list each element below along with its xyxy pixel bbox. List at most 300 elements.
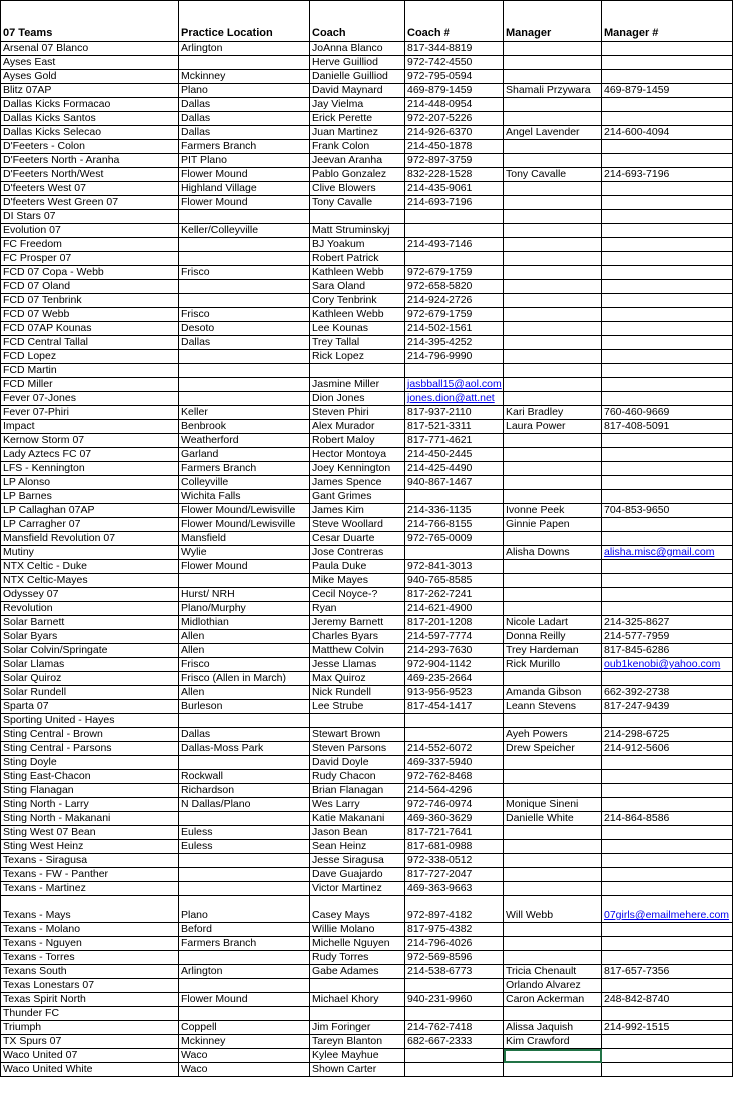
cell-coach[interactable]: Stewart Brown — [310, 728, 405, 742]
cell-team[interactable]: Solar Quiroz — [1, 672, 179, 686]
cell-team[interactable]: Sting North - Larry — [1, 798, 179, 812]
header-cell-teams[interactable]: 07 Teams — [1, 1, 179, 42]
cell-coach[interactable]: Michael Khory — [310, 993, 405, 1007]
cell-manager[interactable]: Nicole Ladart — [504, 616, 602, 630]
cell-team[interactable]: Kernow Storm 07 — [1, 434, 179, 448]
cell-practice-location[interactable]: Desoto — [179, 322, 310, 336]
cell-practice-location[interactable]: Richardson — [179, 784, 310, 798]
cell-coach[interactable]: Mike Mayes — [310, 574, 405, 588]
cell-coach-number[interactable]: 469-363-9663 — [405, 882, 504, 896]
cell-team[interactable]: Solar Colvin/Springate — [1, 644, 179, 658]
cell-manager-number[interactable] — [602, 1035, 733, 1049]
cell-coach-number[interactable]: 214-597-7774 — [405, 630, 504, 644]
cell-practice-location[interactable] — [179, 364, 310, 378]
cell-manager[interactable] — [504, 951, 602, 965]
cell-manager-number[interactable] — [602, 532, 733, 546]
cell-coach-number[interactable]: 214-395-4252 — [405, 336, 504, 350]
cell-manager[interactable]: Kari Bradley — [504, 406, 602, 420]
cell-manager[interactable] — [504, 378, 602, 392]
cell-manager[interactable] — [504, 238, 602, 252]
cell-coach-number[interactable]: 940-231-9960 — [405, 993, 504, 1007]
cell-manager[interactable] — [504, 336, 602, 350]
cell-coach[interactable]: Gabe Adames — [310, 965, 405, 979]
cell-team[interactable]: FCD Martin — [1, 364, 179, 378]
cell-team[interactable]: D'Feeters North/West — [1, 168, 179, 182]
cell-coach-number[interactable]: 817-975-4382 — [405, 923, 504, 937]
cell-coach[interactable]: Clive Blowers — [310, 182, 405, 196]
cell-coach[interactable]: Pablo Gonzalez — [310, 168, 405, 182]
cell-manager-number[interactable] — [602, 923, 733, 937]
cell-coach-number[interactable]: 214-336-1135 — [405, 504, 504, 518]
cell-practice-location[interactable]: Coppell — [179, 1021, 310, 1035]
cell-team[interactable]: Solar Byars — [1, 630, 179, 644]
cell-coach[interactable]: Sean Heinz — [310, 840, 405, 854]
cell-coach-number[interactable]: 214-450-2445 — [405, 448, 504, 462]
cell-practice-location[interactable] — [179, 812, 310, 826]
cell-practice-location[interactable]: Allen — [179, 644, 310, 658]
cell-coach[interactable]: Robert Patrick — [310, 252, 405, 266]
cell-coach[interactable]: Kylee Mayhue — [310, 1049, 405, 1063]
cell-manager-number[interactable] — [602, 518, 733, 532]
cell-team[interactable]: Lady Aztecs FC 07 — [1, 448, 179, 462]
cell-team[interactable]: NTX Celtic-Mayes — [1, 574, 179, 588]
cell-coach-number[interactable]: 214-796-4026 — [405, 937, 504, 951]
cell-practice-location[interactable]: Waco — [179, 1049, 310, 1063]
cell-manager-number[interactable]: 662-392-2738 — [602, 686, 733, 700]
cell-coach[interactable]: Trey Tallal — [310, 336, 405, 350]
cell-manager-number[interactable] — [602, 784, 733, 798]
cell-manager-number[interactable] — [602, 378, 733, 392]
cell-team[interactable]: Ayses East — [1, 56, 179, 70]
cell-manager-number[interactable] — [602, 896, 733, 923]
cell-practice-location[interactable] — [179, 294, 310, 308]
cell-manager-number[interactable] — [602, 462, 733, 476]
cell-practice-location[interactable]: Euless — [179, 840, 310, 854]
cell-manager[interactable] — [504, 308, 602, 322]
cell-team[interactable]: Triumph — [1, 1021, 179, 1035]
cell-manager-number[interactable]: 214-577-7959 — [602, 630, 733, 644]
cell-team[interactable]: LP Callaghan 07AP — [1, 504, 179, 518]
cell-team[interactable]: FCD 07 Tenbrink — [1, 294, 179, 308]
cell-coach[interactable] — [310, 1007, 405, 1021]
cell-manager[interactable]: Tricia Chenault — [504, 965, 602, 979]
cell-team[interactable]: Sting Central - Brown — [1, 728, 179, 742]
cell-team[interactable]: Blitz 07AP — [1, 84, 179, 98]
cell-team[interactable]: Arsenal 07 Blanco — [1, 42, 179, 56]
cell-coach-number[interactable]: 214-538-6773 — [405, 965, 504, 979]
cell-manager-number[interactable]: 214-298-6725 — [602, 728, 733, 742]
cell-manager-number[interactable] — [602, 182, 733, 196]
cell-coach[interactable]: Willie Molano — [310, 923, 405, 937]
cell-manager[interactable] — [504, 210, 602, 224]
cell-team[interactable]: LP Carragher 07 — [1, 518, 179, 532]
cell-manager[interactable] — [504, 224, 602, 238]
cell-coach-number[interactable]: 972-841-3013 — [405, 560, 504, 574]
cell-manager[interactable]: Angel Lavender — [504, 126, 602, 140]
cell-team[interactable]: FCD Lopez — [1, 350, 179, 364]
cell-coach-number[interactable]: 972-795-0594 — [405, 70, 504, 84]
cell-practice-location[interactable]: Colleyville — [179, 476, 310, 490]
cell-practice-location[interactable]: Allen — [179, 686, 310, 700]
cell-coach[interactable]: Steven Parsons — [310, 742, 405, 756]
cell-coach[interactable]: Erick Perette — [310, 112, 405, 126]
cell-practice-location[interactable] — [179, 756, 310, 770]
cell-manager[interactable] — [504, 1007, 602, 1021]
cell-team[interactable]: Texans - Molano — [1, 923, 179, 937]
cell-coach-number[interactable] — [405, 546, 504, 560]
cell-manager[interactable]: Ivonne Peek — [504, 504, 602, 518]
cell-coach[interactable]: Lee Kounas — [310, 322, 405, 336]
cell-manager-number[interactable] — [602, 756, 733, 770]
cell-team[interactable]: Revolution — [1, 602, 179, 616]
cell-practice-location[interactable]: Wichita Falls — [179, 490, 310, 504]
cell-coach[interactable]: Hector Montoya — [310, 448, 405, 462]
cell-manager[interactable] — [504, 923, 602, 937]
cell-coach[interactable]: Matthew Colvin — [310, 644, 405, 658]
cell-team[interactable]: Texans - FW - Panther — [1, 868, 179, 882]
cell-coach-number[interactable]: 214-762-7418 — [405, 1021, 504, 1035]
cell-coach-number[interactable]: 214-552-6072 — [405, 742, 504, 756]
cell-coach[interactable]: Tareyn Blanton — [310, 1035, 405, 1049]
cell-manager[interactable] — [504, 196, 602, 210]
cell-coach[interactable]: Katie Makanani — [310, 812, 405, 826]
cell-coach-number[interactable]: 214-564-4296 — [405, 784, 504, 798]
cell-practice-location[interactable]: Weatherford — [179, 434, 310, 448]
cell-coach[interactable]: Victor Martinez — [310, 882, 405, 896]
cell-practice-location[interactable]: N Dallas/Plano — [179, 798, 310, 812]
cell-manager[interactable] — [504, 322, 602, 336]
cell-team[interactable]: DI Stars 07 — [1, 210, 179, 224]
cell-coach-number[interactable]: 817-262-7241 — [405, 588, 504, 602]
cell-practice-location[interactable]: Frisco — [179, 308, 310, 322]
cell-team[interactable]: Mutiny — [1, 546, 179, 560]
cell-practice-location[interactable] — [179, 868, 310, 882]
cell-manager-number[interactable]: 817-657-7356 — [602, 965, 733, 979]
cell-coach-number[interactable]: 817-521-3311 — [405, 420, 504, 434]
cell-manager-number[interactable]: 704-853-9650 — [602, 504, 733, 518]
cell-coach[interactable]: Jim Foringer — [310, 1021, 405, 1035]
cell-manager-number[interactable] — [602, 266, 733, 280]
cell-team[interactable]: Texans - Nguyen — [1, 937, 179, 951]
cell-team[interactable]: Texans - Mays — [1, 896, 179, 923]
cell-coach[interactable]: Jason Bean — [310, 826, 405, 840]
cell-coach-number[interactable] — [405, 979, 504, 993]
cell-manager-number[interactable] — [602, 602, 733, 616]
cell-coach-number[interactable]: 817-727-2047 — [405, 868, 504, 882]
cell-coach-number[interactable]: 214-448-0954 — [405, 98, 504, 112]
cell-coach[interactable]: Jeremy Barnett — [310, 616, 405, 630]
cell-manager-number[interactable] — [602, 140, 733, 154]
cell-manager[interactable] — [504, 784, 602, 798]
cell-team[interactable]: Sting Doyle — [1, 756, 179, 770]
cell-team[interactable]: Texans - Torres — [1, 951, 179, 965]
cell-team[interactable]: Texans South — [1, 965, 179, 979]
cell-manager[interactable] — [504, 112, 602, 126]
cell-manager-number[interactable] — [602, 546, 733, 560]
cell-manager-number[interactable] — [602, 252, 733, 266]
cell-manager-number[interactable] — [602, 308, 733, 322]
cell-manager-number[interactable] — [602, 672, 733, 686]
cell-practice-location[interactable]: Garland — [179, 448, 310, 462]
cell-practice-location[interactable]: Keller/Colleyville — [179, 224, 310, 238]
cell-practice-location[interactable]: Arlington — [179, 42, 310, 56]
cell-manager-number[interactable] — [602, 238, 733, 252]
cell-team[interactable]: LP Alonso — [1, 476, 179, 490]
cell-manager[interactable]: Ginnie Papen — [504, 518, 602, 532]
cell-manager[interactable] — [504, 280, 602, 294]
cell-manager-number[interactable]: 248-842-8740 — [602, 993, 733, 1007]
cell-practice-location[interactable] — [179, 1007, 310, 1021]
cell-practice-location[interactable]: Flower Mound — [179, 196, 310, 210]
cell-manager-number[interactable]: 214-864-8586 — [602, 812, 733, 826]
cell-manager[interactable] — [504, 364, 602, 378]
cell-practice-location[interactable] — [179, 882, 310, 896]
cell-manager-number[interactable]: 214-992-1515 — [602, 1021, 733, 1035]
cell-manager-number[interactable] — [602, 574, 733, 588]
cell-coach-number[interactable]: 972-207-5226 — [405, 112, 504, 126]
cell-practice-location[interactable]: PIT Plano — [179, 154, 310, 168]
cell-manager-number[interactable] — [602, 42, 733, 56]
cell-coach[interactable]: Nick Rundell — [310, 686, 405, 700]
cell-coach[interactable]: Rudy Torres — [310, 951, 405, 965]
cell-team[interactable]: D'feeters West Green 07 — [1, 196, 179, 210]
cell-coach[interactable] — [310, 979, 405, 993]
cell-coach-number[interactable]: 832-228-1528 — [405, 168, 504, 182]
cell-practice-location[interactable]: Flower Mound/Lewisville — [179, 504, 310, 518]
cell-manager-number[interactable] — [602, 364, 733, 378]
cell-practice-location[interactable]: Arlington — [179, 965, 310, 979]
cell-manager[interactable] — [504, 294, 602, 308]
cell-coach-number[interactable] — [405, 1063, 504, 1077]
cell-manager[interactable] — [504, 42, 602, 56]
cell-coach[interactable]: Jesse Siragusa — [310, 854, 405, 868]
cell-coach[interactable] — [310, 364, 405, 378]
cell-coach[interactable]: Jeevan Aranha — [310, 154, 405, 168]
cell-manager-number[interactable] — [602, 714, 733, 728]
cell-coach[interactable]: Rick Lopez — [310, 350, 405, 364]
cell-coach[interactable]: Rudy Chacon — [310, 770, 405, 784]
cell-coach-number[interactable]: 972-904-1142 — [405, 658, 504, 672]
cell-coach-number[interactable] — [405, 378, 504, 392]
cell-coach-number[interactable] — [405, 490, 504, 504]
cell-coach[interactable]: Kathleen Webb — [310, 266, 405, 280]
cell-manager-number[interactable]: 214-693-7196 — [602, 168, 733, 182]
cell-coach[interactable]: Gant Grimes — [310, 490, 405, 504]
cell-manager[interactable] — [504, 672, 602, 686]
cell-coach[interactable]: Jose Contreras — [310, 546, 405, 560]
cell-manager[interactable] — [504, 140, 602, 154]
cell-coach-number[interactable] — [405, 252, 504, 266]
cell-coach-number[interactable]: 972-679-1759 — [405, 266, 504, 280]
cell-manager[interactable]: Monique Sineni — [504, 798, 602, 812]
cell-manager-number[interactable] — [602, 98, 733, 112]
cell-team[interactable]: Sting West 07 Bean — [1, 826, 179, 840]
cell-manager[interactable]: Orlando Alvarez — [504, 979, 602, 993]
cell-practice-location[interactable]: Waco — [179, 1063, 310, 1077]
cell-coach-number[interactable]: 972-762-8468 — [405, 770, 504, 784]
cell-coach-number[interactable]: 214-924-2726 — [405, 294, 504, 308]
cell-practice-location[interactable] — [179, 252, 310, 266]
cell-coach[interactable]: Jesse Llamas — [310, 658, 405, 672]
cell-manager-number[interactable] — [602, 798, 733, 812]
cell-manager-number[interactable]: 469-879-1459 — [602, 84, 733, 98]
cell-coach[interactable]: James Spence — [310, 476, 405, 490]
cell-practice-location[interactable]: Euless — [179, 826, 310, 840]
header-cell-practice-location[interactable]: Practice Location — [179, 1, 310, 42]
cell-coach-number[interactable] — [405, 392, 504, 406]
cell-manager-number[interactable] — [602, 826, 733, 840]
cell-manager[interactable] — [504, 1063, 602, 1077]
cell-practice-location[interactable] — [179, 210, 310, 224]
cell-manager[interactable] — [504, 70, 602, 84]
cell-manager[interactable] — [504, 476, 602, 490]
cell-coach-number[interactable]: 972-765-0009 — [405, 532, 504, 546]
cell-coach[interactable]: Herve Guilliod — [310, 56, 405, 70]
cell-coach-number[interactable]: 214-796-9990 — [405, 350, 504, 364]
cell-team[interactable]: Sting Flanagan — [1, 784, 179, 798]
cell-coach[interactable]: David Maynard — [310, 84, 405, 98]
cell-coach-number[interactable] — [405, 210, 504, 224]
cell-practice-location[interactable] — [179, 238, 310, 252]
cell-coach-number[interactable]: 214-293-7630 — [405, 644, 504, 658]
cell-practice-location[interactable]: Dallas — [179, 126, 310, 140]
cell-manager[interactable] — [504, 392, 602, 406]
cell-coach[interactable]: Dion Jones — [310, 392, 405, 406]
cell-coach-number[interactable]: 817-344-8819 — [405, 42, 504, 56]
cell-manager[interactable]: Trey Hardeman — [504, 644, 602, 658]
cell-manager[interactable] — [504, 602, 602, 616]
cell-team[interactable]: Solar Rundell — [1, 686, 179, 700]
email-link[interactable]: jasbball15@aol.com — [407, 378, 502, 390]
cell-team[interactable]: FCD 07 Webb — [1, 308, 179, 322]
cell-practice-location[interactable]: Dallas — [179, 112, 310, 126]
cell-manager[interactable] — [504, 770, 602, 784]
cell-team[interactable]: Sparta 07 — [1, 700, 179, 714]
cell-team[interactable]: Ayses Gold — [1, 70, 179, 84]
cell-manager-number[interactable] — [602, 840, 733, 854]
cell-manager-number[interactable] — [602, 868, 733, 882]
cell-coach[interactable]: Steven Phiri — [310, 406, 405, 420]
cell-practice-location[interactable]: Frisco — [179, 266, 310, 280]
cell-coach-number[interactable]: 817-201-1208 — [405, 616, 504, 630]
cell-coach-number[interactable]: 940-867-1467 — [405, 476, 504, 490]
cell-team[interactable]: D'Feeters North - Aranha — [1, 154, 179, 168]
cell-manager[interactable]: Drew Speicher — [504, 742, 602, 756]
cell-manager-number[interactable] — [602, 588, 733, 602]
cell-manager-number[interactable] — [602, 350, 733, 364]
cell-practice-location[interactable] — [179, 854, 310, 868]
cell-coach-number[interactable]: 214-926-6370 — [405, 126, 504, 140]
cell-manager[interactable]: Will Webb — [504, 896, 602, 923]
cell-team[interactable]: Thunder FC — [1, 1007, 179, 1021]
cell-manager[interactable] — [504, 266, 602, 280]
cell-manager[interactable] — [504, 462, 602, 476]
cell-manager-number[interactable]: 214-325-8627 — [602, 616, 733, 630]
cell-team[interactable]: Solar Barnett — [1, 616, 179, 630]
cell-coach[interactable]: Jay Vielma — [310, 98, 405, 112]
cell-manager-number[interactable] — [602, 322, 733, 336]
cell-practice-location[interactable]: Frisco (Allen in March) — [179, 672, 310, 686]
cell-coach[interactable]: Cory Tenbrink — [310, 294, 405, 308]
cell-coach-number[interactable]: 972-338-0512 — [405, 854, 504, 868]
cell-manager[interactable] — [504, 840, 602, 854]
cell-coach-number[interactable] — [405, 714, 504, 728]
cell-team[interactable]: Fever 07-Phiri — [1, 406, 179, 420]
cell-manager-number[interactable] — [602, 951, 733, 965]
cell-coach[interactable]: Tony Cavalle — [310, 196, 405, 210]
cell-practice-location[interactable]: Mckinney — [179, 1035, 310, 1049]
cell-coach-number[interactable]: 214-450-1878 — [405, 140, 504, 154]
cell-manager[interactable]: Laura Power — [504, 420, 602, 434]
cell-coach-number[interactable]: 682-667-2333 — [405, 1035, 504, 1049]
cell-practice-location[interactable] — [179, 378, 310, 392]
cell-manager[interactable] — [504, 434, 602, 448]
cell-team[interactable]: LP Barnes — [1, 490, 179, 504]
cell-manager-number[interactable] — [602, 112, 733, 126]
cell-coach-number[interactable]: 972-746-0974 — [405, 798, 504, 812]
cell-manager-number[interactable] — [602, 490, 733, 504]
cell-team[interactable]: Odyssey 07 — [1, 588, 179, 602]
cell-team[interactable]: FCD 07AP Kounas — [1, 322, 179, 336]
cell-coach-number[interactable]: 469-879-1459 — [405, 84, 504, 98]
cell-coach-number[interactable]: 940-765-8585 — [405, 574, 504, 588]
cell-coach[interactable]: Brian Flanagan — [310, 784, 405, 798]
cell-practice-location[interactable]: Hurst/ NRH — [179, 588, 310, 602]
cell-coach-number[interactable]: 817-681-0988 — [405, 840, 504, 854]
cell-manager-number[interactable] — [602, 196, 733, 210]
cell-coach[interactable]: Cesar Duarte — [310, 532, 405, 546]
cell-manager-number[interactable]: 760-460-9669 — [602, 406, 733, 420]
cell-practice-location[interactable]: Wylie — [179, 546, 310, 560]
cell-manager[interactable] — [504, 350, 602, 364]
cell-practice-location[interactable] — [179, 574, 310, 588]
cell-practice-location[interactable] — [179, 56, 310, 70]
cell-coach[interactable]: Steve Woollard — [310, 518, 405, 532]
cell-coach[interactable]: Ryan — [310, 602, 405, 616]
cell-manager[interactable] — [504, 937, 602, 951]
cell-manager[interactable]: Shamali Przywara — [504, 84, 602, 98]
cell-coach-number[interactable]: 817-454-1417 — [405, 700, 504, 714]
cell-coach[interactable]: Wes Larry — [310, 798, 405, 812]
cell-coach-number[interactable] — [405, 1049, 504, 1063]
cell-team[interactable]: Impact — [1, 420, 179, 434]
cell-practice-location[interactable] — [179, 392, 310, 406]
cell-coach-number[interactable] — [405, 728, 504, 742]
cell-manager-number[interactable] — [602, 1049, 733, 1063]
cell-coach[interactable]: Dave Guajardo — [310, 868, 405, 882]
email-link[interactable]: jones.dion@att.net — [407, 392, 495, 404]
cell-team[interactable]: Fever 07-Jones — [1, 392, 179, 406]
cell-coach-number[interactable]: 817-721-7641 — [405, 826, 504, 840]
cell-coach-number[interactable]: 972-742-4550 — [405, 56, 504, 70]
cell-team[interactable]: FCD 07 Copa - Webb — [1, 266, 179, 280]
cell-practice-location[interactable]: Rockwall — [179, 770, 310, 784]
cell-coach-number[interactable]: 214-621-4900 — [405, 602, 504, 616]
cell-coach-number[interactable]: 214-502-1561 — [405, 322, 504, 336]
cell-manager-number[interactable] — [602, 154, 733, 168]
cell-manager[interactable]: Donna Reilly — [504, 630, 602, 644]
header-cell-coach[interactable]: Coach — [310, 1, 405, 42]
cell-manager[interactable] — [504, 714, 602, 728]
cell-team[interactable]: LFS - Kennington — [1, 462, 179, 476]
cell-team[interactable]: FC Freedom — [1, 238, 179, 252]
cell-team[interactable]: Dallas Kicks Selecao — [1, 126, 179, 140]
cell-manager[interactable]: Caron Ackerman — [504, 993, 602, 1007]
cell-practice-location[interactable] — [179, 714, 310, 728]
cell-manager[interactable] — [504, 252, 602, 266]
cell-team[interactable]: FCD Central Tallal — [1, 336, 179, 350]
cell-manager[interactable]: Tony Cavalle — [504, 168, 602, 182]
